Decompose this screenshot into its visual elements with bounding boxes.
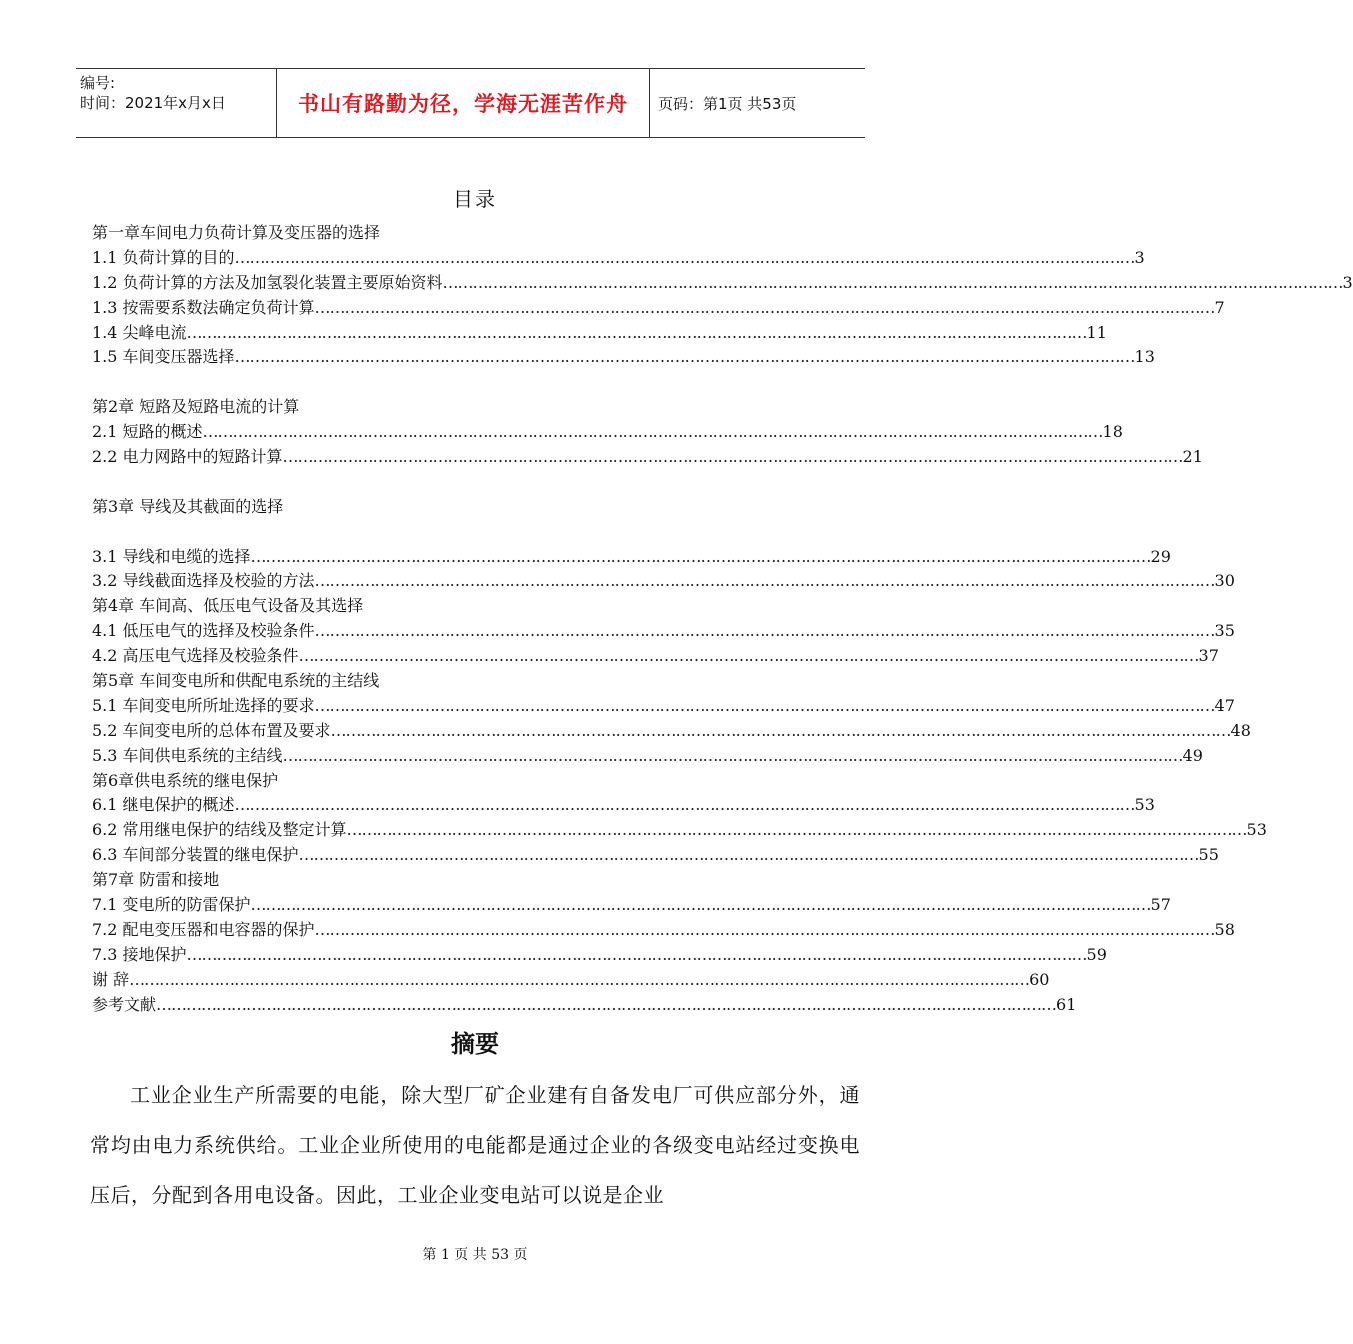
toc-entry[interactable]: 4.2 高压电气选择及校验条件 ……………………………………………………………………………………………………………………………………………………………… 37 bbox=[92, 644, 722, 669]
toc-entry[interactable]: 1.5 车间变压器选择 ……………………………………………………………………………………………………………………………………………………………… 13 bbox=[92, 345, 722, 370]
dot-leader: ……………………………………………………………………………………………………………………………………………………………… bbox=[202, 422, 1103, 442]
dot-leader: ……………………………………………………………………………………………………………………………………………………………… bbox=[298, 845, 1199, 865]
dot-leader: ……………………………………………………………………………………………………………………………………………………………… bbox=[234, 347, 1135, 367]
toc-chapter-7[interactable]: 第7章 防雷和接地 bbox=[92, 870, 220, 890]
toc-entry[interactable]: 2.2 电力网路中的短路计算 ……………………………………………………………………………………………………………………………………………………………… 21 bbox=[92, 445, 722, 470]
dot-leader: ……………………………………………………………………………………………………………………………………………………………… bbox=[314, 297, 1215, 317]
dot-leader: ……………………………………………………………………………………………………………………………………………………………… bbox=[186, 944, 1087, 964]
header-page-cell bbox=[650, 69, 865, 137]
toc-entry[interactable]: 7.2 配电变压器和电容器的保护 ……………………………………………………………………………………………………………………………………………………………… 58 bbox=[92, 918, 722, 943]
toc-title: 目录 bbox=[453, 187, 497, 211]
toc-entry[interactable]: 7.1 变电所的防雷保护 ……………………………………………………………………………………………………………………………………………………………… 57 bbox=[92, 893, 722, 918]
toc-chapter-1[interactable]: 第一章车间电力负荷计算及变压器的选择 bbox=[92, 223, 381, 242]
dot-leader: ……………………………………………………………………………………………………………………………………………………………… bbox=[250, 546, 1151, 566]
dot-leader: ……………………………………………………………………………………………………………………………………………………………… bbox=[234, 247, 1135, 267]
dot-leader: ……………………………………………………………………………………………………………………………………………………………… bbox=[282, 447, 1183, 467]
toc-entry[interactable]: 4.1 低压电气的选择及校验条件 ……………………………………………………………………………………………………………………………………………………………… 35 bbox=[92, 619, 722, 644]
time-label: 时间：2021年x月x日 bbox=[80, 94, 226, 112]
dot-leader: ……………………………………………………………………………………………………………………………………………………………… bbox=[298, 646, 1199, 666]
dot-leader: ……………………………………………………………………………………………………………………………………………………………… bbox=[186, 322, 1087, 342]
toc-entry[interactable]: 1.4 尖峰电流 ……………………………………………………………………………………………………………………………………………………………… 11 bbox=[92, 321, 722, 346]
header-motto-cell bbox=[277, 69, 650, 137]
dot-leader: ……………………………………………………………………………………………………………………………………………………………… bbox=[250, 895, 1151, 915]
page-footer: 第 1 页 共 53 页 bbox=[422, 1247, 528, 1263]
dot-leader: ……………………………………………………………………………………………………………………………………………………………… bbox=[314, 695, 1215, 715]
toc-entry[interactable]: 1.2 负荷计算的方法及加氢裂化装置主要原始资料 ……………………………………………………………………………………………………………………………………………………………… 3 bbox=[92, 271, 722, 296]
toc-entry[interactable]: 1.3 按需要系数法确定负荷计算 ……………………………………………………………………………………………………………………………………………………………… 7 bbox=[92, 296, 722, 321]
toc-chapter-6[interactable]: 第6章供电系统的继电保护 bbox=[92, 770, 279, 790]
toc-entry[interactable]: 5.2 车间变电所的总体布置及要求 ……………………………………………………………………………………………………………………………………………………………… 48 bbox=[92, 719, 722, 744]
toc-entry[interactable]: 2.1 短路的概述 ……………………………………………………………………………………………………………………………………………………………… 18 bbox=[92, 420, 722, 445]
toc-chapter-3[interactable]: 第3章 导线及其截面的选择 bbox=[92, 496, 284, 516]
motto-text: 书山有路勤为径，学海无涯苦作舟 bbox=[298, 92, 628, 116]
toc-entry[interactable]: 6.3 车间部分装置的继电保护 ……………………………………………………………………………………………………………………………………………………………… 55 bbox=[92, 843, 722, 868]
toc-entry[interactable]: 6.2 常用继电保护的结线及整定计算 ……………………………………………………………………………………………………………………………………………………………… 53 bbox=[92, 818, 722, 843]
dot-leader: ……………………………………………………………………………………………………………………………………………………………… bbox=[129, 969, 1030, 989]
header-meta bbox=[76, 69, 277, 137]
dot-leader: ……………………………………………………………………………………………………………………………………………………………… bbox=[346, 820, 1247, 840]
abstract-title: 摘要 bbox=[451, 1030, 499, 1058]
toc-chapter-2[interactable]: 第2章 短路及短路电流的计算 bbox=[92, 397, 300, 417]
toc-entry[interactable]: 1.1 负荷计算的目的 ……………………………………………………………………………………………………………………………………………………………… 3 bbox=[92, 246, 722, 271]
dot-leader: ……………………………………………………………………………………………………………………………………………………………… bbox=[330, 720, 1231, 740]
number-label: 编号: bbox=[80, 74, 116, 92]
dot-leader: ……………………………………………………………………………………………………………………………………………………………… bbox=[282, 745, 1183, 765]
toc-entry[interactable]: 7.3 接地保护 ……………………………………………………………………………………………………………………………………………………………… 59 bbox=[92, 943, 722, 968]
abstract-paragraph: 工业企业生产所需要的电能，除大型厂矿企业建有自备发电厂可供应部分外，通常均由电力系统供给。工业企业所使用的电能都是通过企业的各级变电站经过变换电压后，分配到各用电设备。因此，工业企业变电站可以说是企业 bbox=[90, 1083, 860, 1207]
toc-chapter-4[interactable]: 第4章 车间高、低压电气设备及其选择 bbox=[92, 596, 364, 616]
toc-entry[interactable]: 5.3 车间供电系统的主结线 ……………………………………………………………………………………………………………………………………………………………… 49 bbox=[92, 744, 722, 769]
toc-entry[interactable]: 3.1 导线和电缆的选择 ……………………………………………………………………………………………………………………………………………………………… 29 bbox=[92, 545, 722, 570]
page-label: 页码：第1页 共53页 bbox=[658, 94, 797, 113]
dot-leader: ……………………………………………………………………………………………………………………………………………………………… bbox=[156, 994, 1057, 1014]
dot-leader: ……………………………………………………………………………………………………………………………………………………………… bbox=[314, 919, 1215, 939]
dot-leader: ……………………………………………………………………………………………………………………………………………………………… bbox=[442, 272, 1343, 292]
dot-leader: ……………………………………………………………………………………………………………………………………………………………… bbox=[314, 571, 1215, 591]
toc-entry[interactable]: 6.1 继电保护的概述 ……………………………………………………………………………………………………………………………………………………………… 53 bbox=[92, 793, 722, 818]
table-of-contents bbox=[92, 221, 1353, 1018]
toc-entry[interactable]: 5.1 车间变电所所址选择的要求 ……………………………………………………………………………………………………………………………………………………………… 47 bbox=[92, 694, 722, 719]
dot-leader: ……………………………………………………………………………………………………………………………………………………………… bbox=[234, 795, 1135, 815]
page-header bbox=[76, 68, 865, 138]
toc-entry[interactable]: 3.2 导线截面选择及校验的方法 ……………………………………………………………………………………………………………………………………………………………… 30 bbox=[92, 569, 722, 594]
dot-leader: ……………………………………………………………………………………………………………………………………………………………… bbox=[314, 621, 1215, 641]
abstract-body bbox=[90, 1070, 860, 1220]
toc-chapter-5[interactable]: 第5章 车间变电所和供配电系统的主结线 bbox=[92, 671, 380, 691]
toc-entry-references[interactable]: 参考文献 ……………………………………………………………………………………………………………………………………………………………… 61 bbox=[92, 993, 722, 1018]
toc-entry-acknowledgements[interactable]: 谢 辞 ……………………………………………………………………………………………………………………………………………………………… 60 bbox=[92, 968, 722, 993]
